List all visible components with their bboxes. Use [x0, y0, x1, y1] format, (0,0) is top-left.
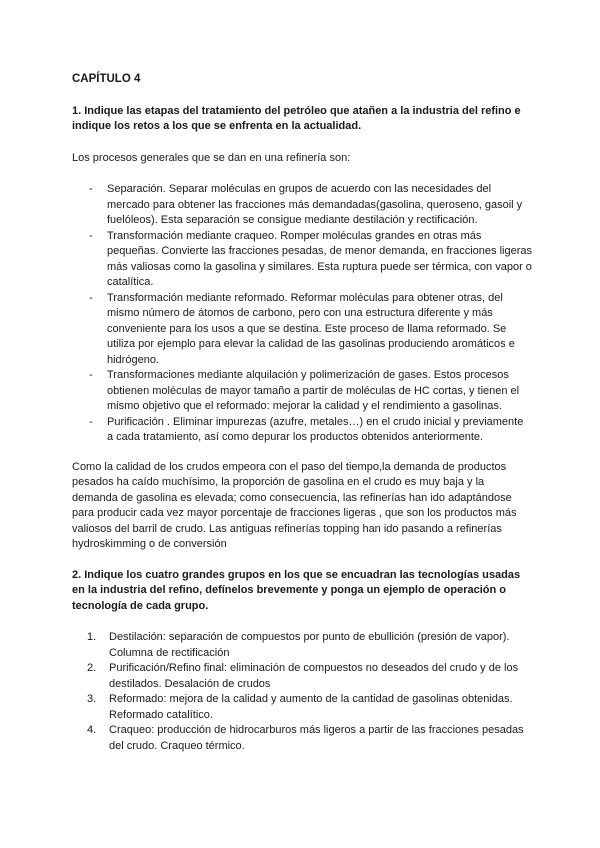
question-1-text: . Indique las etapas del tratamiento del petróleo que atañen a la industria del refino e indique los retos a los que se enfrenta en la actualidad. — [72, 104, 521, 132]
technology-item-cracking — [72, 723, 532, 754]
bullet-dash: - — [89, 415, 93, 428]
technology-list — [72, 630, 532, 754]
question-1-closing: Como la calidad de los crudos empeora con el paso del tiempo,la demanda de productos pesados ha caído muchísimo, la proporción de gasolina en el crudo es muy baja y la demanda de gasolina es elevada; como consecuencia, las refinerías han ido adaptándose para producir cada vez mayor porcentaje de fracciones ligeras , que son los productos más valiosos del barril de crudo. Las antiguas refinerías topping han ido pasando a refinerías hydroskimming o de conversión — [72, 460, 517, 550]
process-item-text: Purificación . Eliminar impurezas (azufre, metales…) en el crudo inicial y previamente a cada tratamiento, así como depurar los productos obtenidos anteriormente. — [107, 415, 524, 443]
list-number: 1. — [87, 631, 97, 643]
bullet-dash: - — [89, 183, 93, 195]
document-page — [72, 72, 532, 754]
question-1-heading — [72, 104, 532, 135]
process-item-purification — [70, 415, 532, 446]
bullet-dash: - — [89, 369, 93, 381]
chapter-title: CAPÍTULO 4 — [72, 73, 141, 85]
process-item-reforming — [70, 291, 532, 369]
technology-item-distillation — [72, 630, 532, 661]
process-item-text: Separación. Separar moléculas en grupos de acuerdo con las necesidades del mercado para obtener las fracciones más demandadas(gasolina, queroseno, gasoil y fuelóleos). Esta separación se consigue mediante destilación y rectificación. — [107, 183, 523, 226]
process-item-text: Transformaciones mediante alquilación y polimerización de gases. Estos procesos obtienen moléculas de mayor tamaño a partir de moléculas de HC cortas, y tienen el mismo objetivo que el reformado: mejorar la calidad y el rendimiento a gasolinas. — [107, 369, 520, 412]
technology-item-purification — [72, 661, 532, 692]
bullet-dash: - — [89, 229, 93, 242]
process-list — [72, 182, 532, 446]
process-item-text: Transformación mediante reformado. Reformar moléculas para obtener otras, del mismo número de átomos de carbono, pero con una estructura diferente y más conveniente para los usos a que se destina. Este proceso de llama reformado. Se utiliza por ejemplo para elevar la calidad de las gasolinas produciendo aromáticos e hidrógeno. — [107, 291, 515, 366]
technology-item-reforming — [72, 692, 532, 723]
process-item-text: Transformación mediante craqueo. Romper moléculas grandes en otras más pequeñas. Convierte las fracciones pesadas, de menor demanda, en fracciones ligeras más valiosas como la gasolina y similares. Esta ruptura puede ser térmica, con vapor o catalítica. — [107, 229, 532, 288]
bullet-dash: - — [89, 291, 93, 304]
technology-item-text: Purificación/Refino final: eliminación de compuestos no deseados del crudo y de los destilados. Desalación de crudos — [109, 662, 519, 690]
technology-item-text: Craqueo: producción de hidrocarburos más ligeros a partir de las fracciones pesadas del crudo. Craqueo térmico. — [109, 724, 524, 752]
question-1-intro: Los procesos generales que se dan en una refinería son: — [72, 151, 351, 164]
list-number: 3. — [87, 693, 97, 705]
question-1-number: 1 — [72, 104, 79, 117]
process-item-alkylation — [70, 368, 532, 415]
list-number: 4. — [87, 724, 97, 736]
process-item-cracking — [70, 229, 532, 291]
question-2-heading: 2. Indique los cuatro grandes grupos en los que se encuadran las tecnologías usadas en la industria del refino, defínelos brevemente y ponga un ejemplo de operación o tecnología de cada grupo. — [72, 568, 521, 612]
technology-item-text: Reformado: mejora de la calidad y aumento de la cantidad de gasolinas obtenidas. Reformado catalítico. — [109, 693, 513, 721]
technology-item-text: Destilación: separación de compuestos por punto de ebullición (presión de vapor). Columna de rectificación — [109, 631, 510, 659]
list-number: 2. — [87, 662, 97, 674]
process-item-separation — [70, 182, 532, 229]
